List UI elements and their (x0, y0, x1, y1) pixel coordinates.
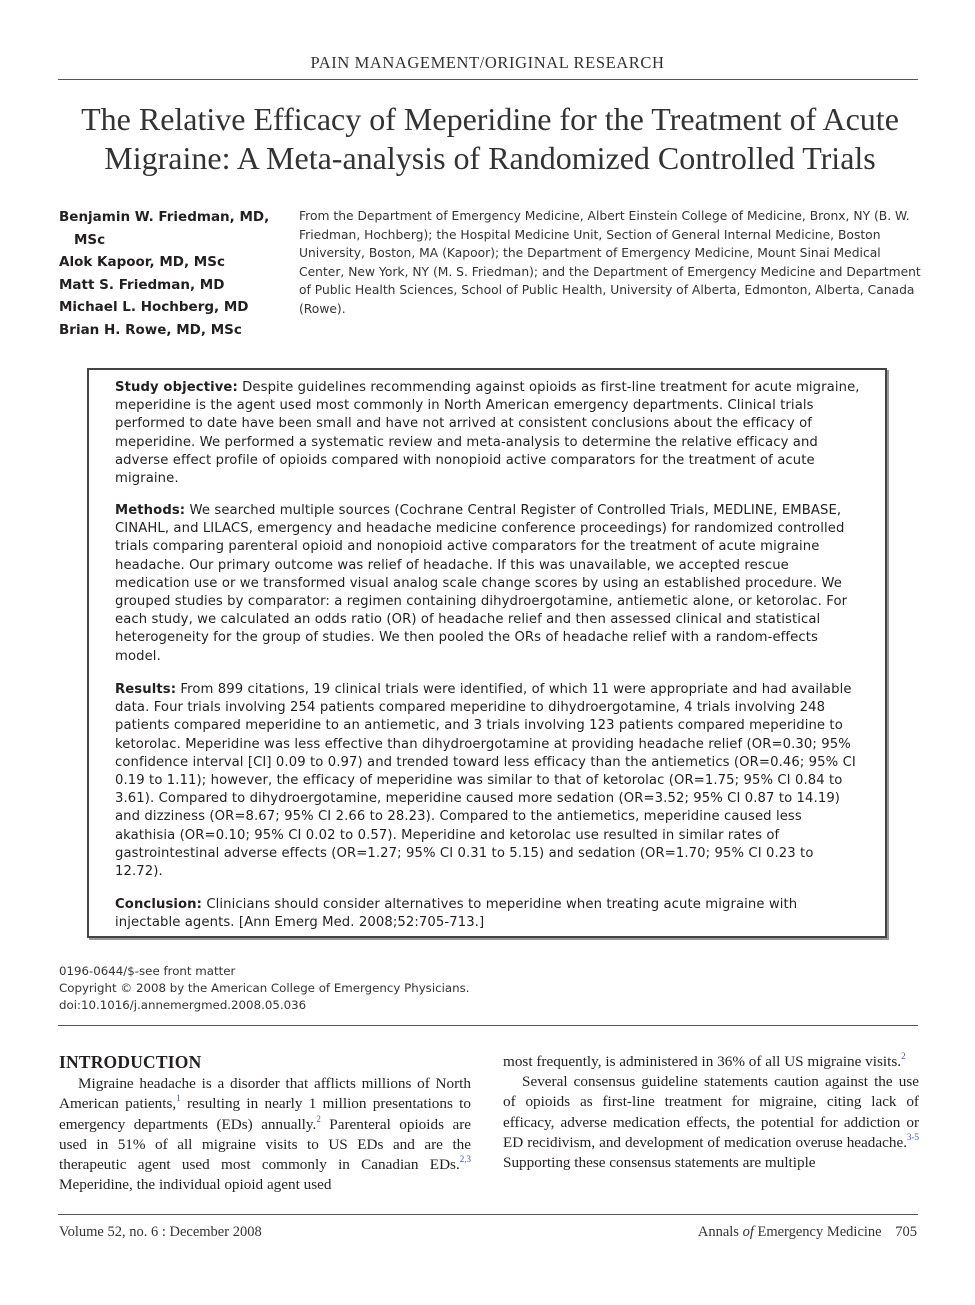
abstract-objective (115, 379, 865, 488)
abstract-results-label: Results: (115, 682, 177, 697)
body-text: Several consensus guideline statements caution against the use of opioids as first-line treatment for migraine, citing lack of efficacy, adverse medication effects, the potential for addiction or ED recidivism, and development of medication overuse headache. (503, 1073, 919, 1151)
citation-ref[interactable]: 1 (176, 1093, 181, 1104)
abstract-conclusion-label: Conclusion: (115, 897, 203, 912)
abstract-methods (115, 502, 865, 666)
journal-name-part: Emergency Medicine (757, 1224, 882, 1240)
body-paragraph (59, 1074, 471, 1195)
body-paragraph (503, 1072, 919, 1173)
body-paragraph (503, 1052, 919, 1072)
front-matter (59, 963, 469, 1014)
copyright-line: Copyright © 2008 by the American College of Emergency Physicians. (59, 981, 470, 995)
section-label: PAIN MANAGEMENT/ORIGINAL RESEARCH (310, 53, 665, 72)
abstract-methods-text: We searched multiple sources (Cochrane Central Register of Controlled Trials, MEDLINE, EMBASE, CINAHL, and LILACS, emergency and headache medicine conference proceedings) for randomized controlled trials comparing parenteral opioid and nonopioid active comparators for the treatment of acute migraine headache. Our primary outcome was relief of headache. If this was unavailable, we accepted rescue medication use or we transformed visual analog scale change scores by using an established procedure. We grouped studies by comparator: a regimen containing dihydroergotamine, antiemetic alone, or ketorolac. For each study, we calculated an odds ratio (OR) of headache relief and then assessed clinical and statistical heterogeneity for the group of studies. We then pooled the ORs of headache relief with a random-effects model. (115, 503, 848, 664)
abstract-results (115, 681, 865, 881)
citation-ref[interactable]: 2 (901, 1051, 906, 1061)
abstract-conclusion-text: Clinicians should consider alternatives to meperidine when treating acute migraine with injectable agents. [Ann Emerg Med. 2008;52:705-713.] (115, 897, 798, 931)
article-title: The Relative Efficacy of Meperidine for the Treatment of Acute Migraine: A Meta-analysis of Randomized Controlled Trials (81, 101, 899, 176)
author-list (59, 206, 289, 342)
abstract-conclusion (115, 896, 865, 932)
footer-volume: Volume 52, no. 6 : December 2008 (59, 1224, 262, 1240)
author-name: MSc (74, 231, 106, 248)
body-column-left (59, 1052, 471, 1195)
body-column-right (503, 1052, 919, 1173)
section-heading: INTRODUCTION (59, 1052, 202, 1072)
journal-name-part: Annals (697, 1224, 739, 1240)
abstract-objective-text: Despite guidelines recommending against opioids as first-line treatment for acute migraine, meperidine is the agent used most commonly in North American emergency departments. Clinical trials performed to date have been small and have not arrived at consistent conclusions about the efficacy of meperidine. We performed a systematic review and meta-analysis to determine the relative efficacy and adverse effect profile of opioids compared with nonopioid active comparators for the treatment of acute migraine. (115, 380, 860, 487)
footer-rule (58, 1214, 918, 1215)
issn-line: 0196-0644/$-see front matter (59, 964, 236, 978)
header-rule (58, 79, 918, 80)
author-name: Alok Kapoor, MD, MSc (59, 254, 225, 271)
body-text: Parenteral opioids are used in 51% of all migraine visits to US EDs and are the therapeutic agent used most commonly in Canadian EDs. (59, 1115, 471, 1174)
body-text: Supporting these consensus statements are multiple (503, 1154, 816, 1172)
page-number: 705 (895, 1224, 917, 1240)
body-text: resulting in nearly 1 million presentations to emergency departments (EDs) annually. (59, 1095, 471, 1133)
abstract-results-text: From 899 citations, 19 clinical trials were identified, of which 11 were appropriate and had available data. Four trials involving 254 patients compared meperidine to dihydroergotamine, 4 trials involving 248 patients compared meperidine to an antiemetic, and 3 trials involving 123 patients compared meperidine to ketorolac. Meperidine was less effective than dihydroergotamine at providing headache relief (OR=0.30; 95% confidence interval [CI] 0.09 to 0.97) and trended toward less efficacy than the antiemetics (OR=0.46; 95% CI 0.19 to 1.11); however, the efficacy of meperidine was similar to that of ketorolac (OR=1.75; 95% CI 0.84 to 3.61). Compared to dihydroergotamine, meperidine caused more sedation (OR=3.52; 95% CI 0.87 to 14.19) and dizziness (OR=8.67; 95% CI 2.66 to 28.23). Compared to the antiemetics, meperidine caused less akathisia (OR=0.10; 95% CI 0.02 to 0.57). Meperidine and ketorolac use resulted in similar rates of gastrointestinal adverse effects (OR=1.27; 95% CI 0.31 to 5.15) and sedation (OR=1.70; 95% CI 0.23 to 12.72). (115, 682, 856, 880)
body-text: most frequently, is administered in 36% of all US migraine visits. (503, 1053, 902, 1070)
body-text: Migraine headache is a disorder that afflicts millions of North American patients, (59, 1075, 471, 1113)
author-affiliations: From the Department of Emergency Medicine, Albert Einstein College of Medicine, Bronx, NY (B. W. Friedman, Hochberg); the Hospital Medicine Unit, Section of General Internal Medicine, Boston University, Boston, MA (Kapoor); the Department of Emergency Medicine, Mount Sinai Medical Center, New York, NY (M. S. Friedman); and the Department of Emergency Medicine and Department of Public Health Sciences, School of Public Health, University of Alberta, Edmonton, Alberta, Canada (Rowe). (299, 209, 921, 316)
author-name: Benjamin W. Friedman, MD, (59, 209, 270, 225)
author-name: Matt S. Friedman, MD (59, 276, 225, 293)
citation-ref[interactable]: 2,3 (459, 1154, 471, 1165)
abstract-objective-label: Study objective: (115, 380, 238, 395)
author-name: Brian H. Rowe, MD, MSc (59, 321, 242, 338)
journal-name-part: of (742, 1224, 754, 1240)
section-divider (58, 1025, 918, 1026)
citation-ref[interactable]: 3-5 (907, 1131, 919, 1142)
footer-journal (698, 1224, 917, 1241)
citation-ref[interactable]: 2 (316, 1113, 321, 1124)
abstract-methods-label: Methods: (115, 503, 186, 518)
doi-link[interactable]: doi:10.1016/j.annemergmed.2008.05.036 (59, 998, 307, 1012)
body-text: Meperidine, the individual opioid agent used (59, 1176, 332, 1194)
author-name: Michael L. Hochberg, MD (59, 299, 249, 316)
